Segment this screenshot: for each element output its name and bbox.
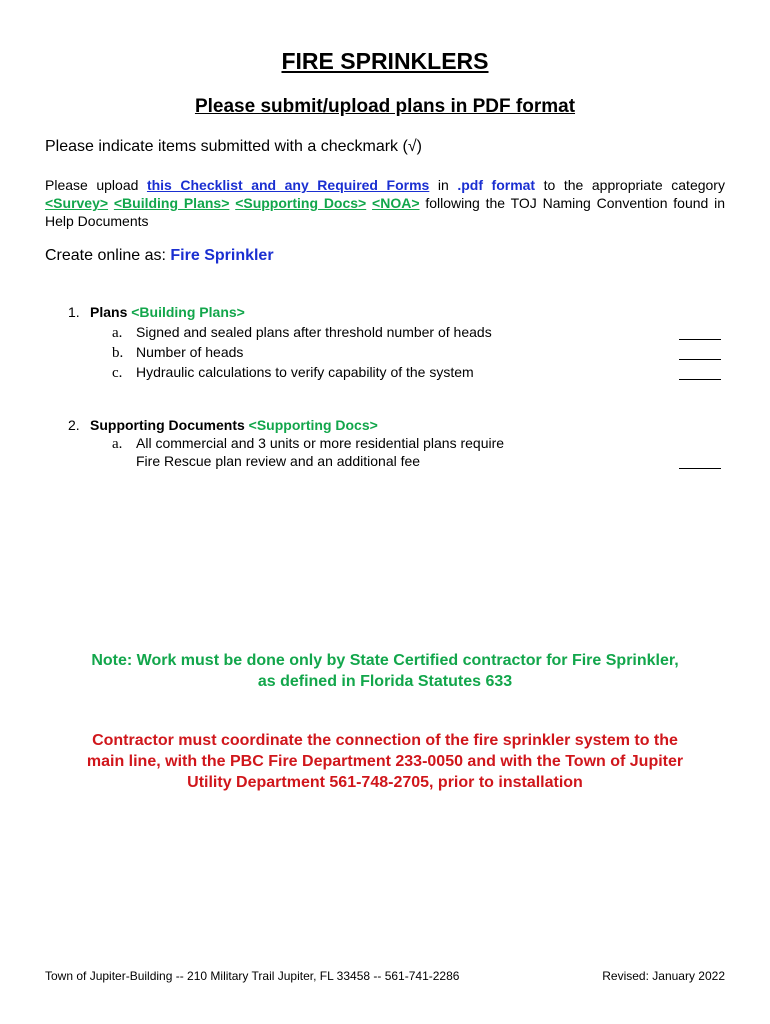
- upload-text-3: to the appropriate category: [535, 177, 725, 193]
- warning-line: main line, with the PBC Fire Department 233-0050 and with the Town of Jupiter: [86, 753, 684, 770]
- checklist-link[interactable]: this Checklist and any Required Forms: [146, 177, 430, 193]
- building-plans-tag[interactable]: <Building Plans>: [113, 195, 230, 211]
- page-title: FIRE SPRINKLERS: [281, 48, 489, 74]
- checkmark-blank[interactable]: [679, 379, 721, 380]
- section-number: 2.: [68, 417, 80, 433]
- item-letter: b.: [112, 345, 124, 361]
- list-item: [112, 324, 492, 342]
- item-text: Hydraulic calculations to verify capability of the system: [136, 364, 474, 380]
- footer-revised: Revised: January 2022: [602, 969, 725, 983]
- item-text: Number of heads: [136, 344, 244, 360]
- upload-text-1: Please upload: [45, 177, 147, 193]
- checkmark-blank[interactable]: [679, 468, 721, 469]
- section-supporting-heading: [68, 417, 378, 433]
- checkmark-blank[interactable]: [679, 359, 721, 360]
- checkmark-blank[interactable]: [679, 339, 721, 340]
- item-text: All commercial and 3 units or more residential plans require: [136, 435, 505, 451]
- survey-tag[interactable]: <Survey>: [45, 195, 109, 211]
- supporting-docs-tag[interactable]: <Supporting Docs>: [235, 195, 367, 211]
- upload-text-2: in: [429, 177, 458, 193]
- item-text-continued: Fire Rescue plan review and an additional fee: [136, 453, 421, 469]
- pdf-format-label: .pdf format: [457, 177, 536, 193]
- section-plans-heading: [68, 304, 245, 320]
- create-value: Fire Sprinkler: [170, 247, 274, 264]
- coordination-warning: [0, 730, 770, 793]
- noa-tag[interactable]: <NOA>: [372, 195, 420, 211]
- list-item-continuation: [136, 453, 420, 469]
- list-item: [112, 344, 243, 362]
- upload-instruction: [45, 176, 725, 230]
- page-subtitle: Please submit/upload plans in PDF format: [194, 96, 576, 117]
- note-line: as defined in Florida Statutes 633: [257, 673, 513, 690]
- list-item: [112, 435, 504, 453]
- section-number: 1.: [68, 304, 80, 320]
- upload-text-4: following the TOJ Naming Convention found in Help Documents: [45, 195, 726, 229]
- checkmark-instruction: Please indicate items submitted with a checkmark (√): [45, 138, 422, 155]
- section-tag: <Supporting Docs>: [248, 417, 378, 433]
- item-letter: a.: [112, 436, 123, 452]
- item-text: Signed and sealed plans after threshold number of heads: [136, 324, 492, 340]
- item-letter: a.: [112, 325, 123, 341]
- footer-address: Town of Jupiter-Building -- 210 Military Trail Jupiter, FL 33458 -- 561-741-2286: [45, 969, 460, 983]
- warning-line: Contractor must coordinate the connection of the fire sprinkler system to the: [92, 732, 678, 749]
- section-heading: Plans: [90, 304, 128, 320]
- create-label: Create online as:: [45, 247, 171, 264]
- warning-line: Utility Department 561-748-2705, prior to installation: [187, 774, 583, 791]
- section-heading: Supporting Documents: [90, 417, 245, 433]
- list-item: [112, 364, 474, 382]
- contractor-note: [0, 650, 770, 692]
- create-online-line: [45, 247, 274, 265]
- section-tag: <Building Plans>: [131, 304, 245, 320]
- item-letter: c.: [112, 365, 123, 381]
- note-line: Note: Work must be done only by State Certified contractor for Fire Sprinkler,: [91, 652, 679, 669]
